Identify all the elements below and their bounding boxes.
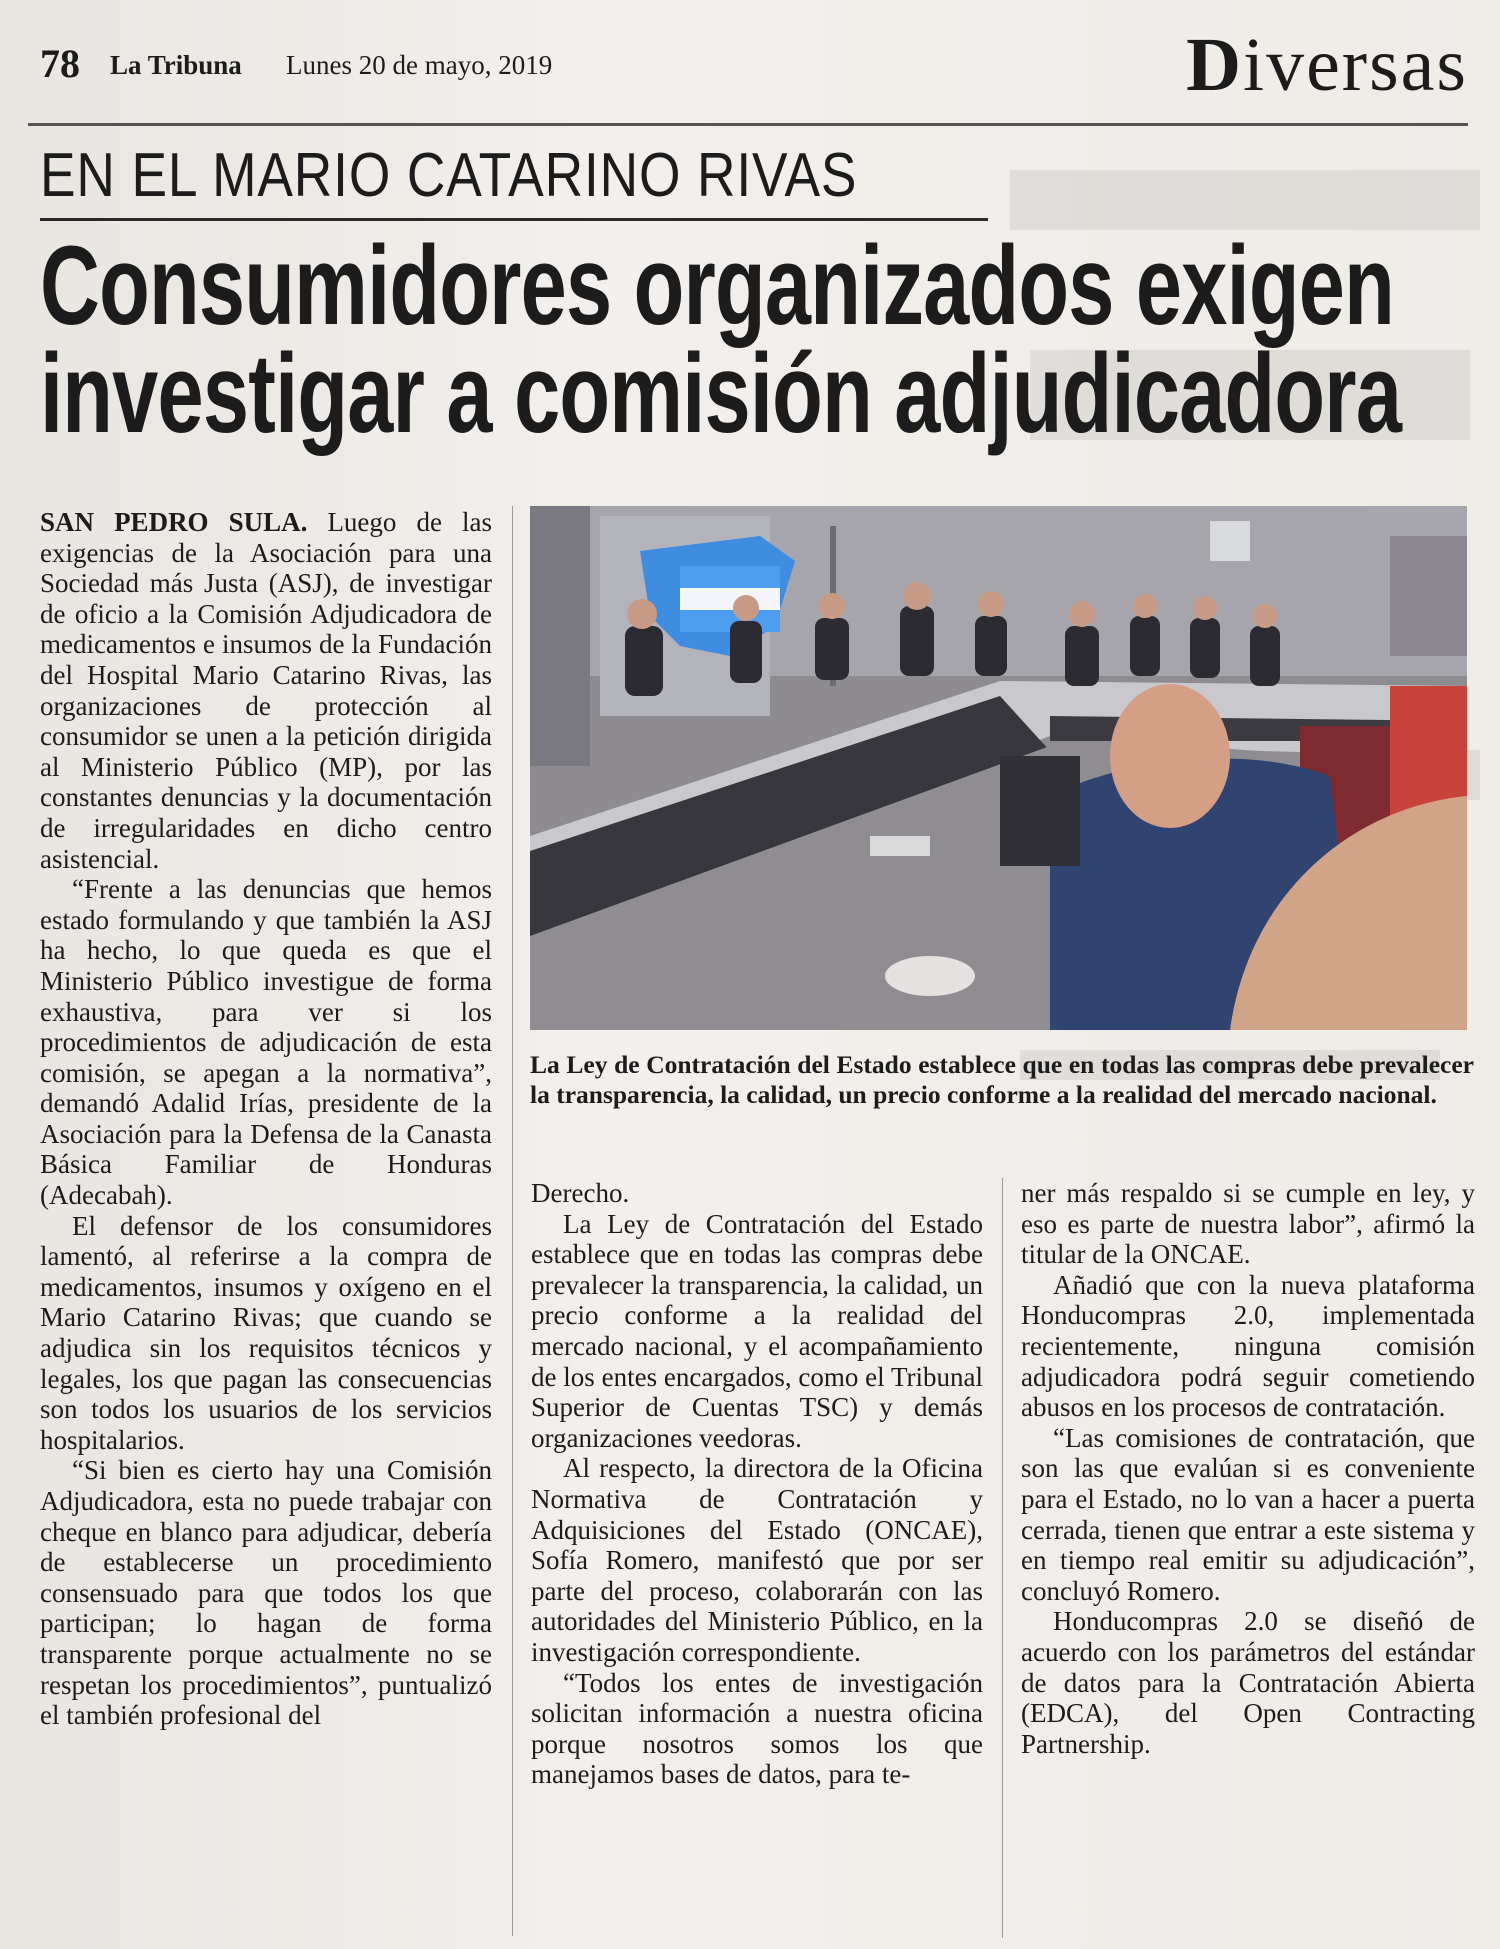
paragraph: Derecho. — [531, 1178, 630, 1208]
article-headline — [40, 223, 1402, 456]
section-title-rest: iversas — [1242, 23, 1468, 107]
dateline: SAN PEDRO SULA. — [40, 507, 308, 537]
publication-date: Lunes 20 de mayo, 2019 — [286, 50, 553, 80]
paragraph: Añadió que con la nueva plataforma Honducompras 2.0, implementada recientemente, ninguna comisión adjudicadora podrá seguir cometiendo abusos en los procesos de contratación. — [1021, 1269, 1475, 1423]
article-column-2 — [531, 1178, 983, 1790]
paragraph: “Todos los entes de investigación solicitan información a nuestra oficina porque nosotros somos los que manejamos bases de datos, para te- — [531, 1667, 983, 1790]
headline-line-2: investigar a comisión adjudicadora — [40, 331, 1402, 456]
column-divider — [1002, 1178, 1003, 1938]
paragraph: La Ley de Contratación del Estado establece que en todas las compras debe prevalecer la transparencia, la calidad, un precio conforme a la realidad del mercado nacional, y el acompañamiento de los entes encargados, como el Tribunal Superior de Cuentas TSC) y demás organizaciones veedoras. — [531, 1208, 983, 1453]
paragraph: “Frente a las denuncias que hemos estado formulando y que también la ASJ ha hecho, lo que queda es que el Ministerio Público investigue de forma exhaustiva, para ver si los procedimientos de adjudicación de esta comisión, se apegan a la normativa”, demandó Adalid Irías, presidente de la Asociación para la Defensa de la Canasta Básica Familiar de Honduras (Adecabah). — [40, 874, 492, 1211]
section-title-initial: D — [1186, 23, 1243, 107]
header-divider — [28, 123, 1468, 126]
headline-line-1: Consumidores organizados exigen — [40, 223, 1395, 348]
paragraph: El defensor de los consumidores lamentó, al referirse a la compra de medicamentos, insumos y oxígeno en el Mario Catarino Rivas; que cuando se adjudica sin los requisitos técnicos y legales, los que pagan las consecuencias son todos los usuarios de los servicios hospitalarios. — [40, 1210, 492, 1455]
article-column-1 — [40, 507, 492, 1731]
article-column-3 — [1021, 1178, 1475, 1759]
meeting-photo-illustration — [530, 506, 1467, 1030]
photo-caption: La Ley de Contratación del Estado establece que en todas las compras debe prevalecer la transparencia, la calidad, un precio conforme a la realidad del mercado nacional. — [530, 1050, 1474, 1109]
article-kicker: EN EL MARIO CATARINO RIVAS — [40, 141, 858, 210]
page-header — [28, 23, 1468, 110]
section-title — [1186, 22, 1468, 109]
paragraph: “Las comisiones de contratación, que son las que evalúan si es conveniente para el Estado, no lo van a hacer a puerta cerrada, tienen que entrar a este sistema y en tiempo real emitir su adjudicación”, concluyó Romero. — [1021, 1422, 1475, 1606]
paragraph: Honducompras 2.0 se diseñó de acuerdo con los parámetros del estándar de datos para la Contratación Abierta (EDCA), del Open Contracting Partnership. — [1021, 1606, 1475, 1759]
column-divider — [512, 506, 513, 1936]
paragraph: “Si bien es cierto hay una Comisión Adjudicadora, esta no puede trabajar con cheque en blanco para adjudicar, debería de establecerse un procedimiento consensuado para que todos los que participan; lo hagan de forma transparente porque actualmente no se respetan los procedimientos”, puntualizó el también profesional del — [40, 1455, 492, 1731]
meeting-photo — [530, 506, 1467, 1030]
kicker-underline — [40, 218, 988, 221]
lead-text: Luego de las exigencias de la Asociación para una Sociedad más Justa (ASJ), de investigar de oficio a la Comisión Adjudicadora de medicamentos e insumos de la Fundación del Hospital Mario Catarino Rivas, las organizaciones de protección al consumidor se unen a la petición dirigida al Ministerio Público (MP), por las constantes denuncias y la documentación de irregularidades en dicho centro asistencial. — [40, 507, 492, 874]
paragraph: Al respecto, la directora de la Oficina Normativa de Contratación y Adquisiciones del Estado (ONCAE), Sofía Romero, manifestó que por ser parte del proceso, colaborarán con las autoridades del Ministerio Público, en la investigación correspondiente. — [531, 1453, 983, 1667]
lead-paragraph — [40, 507, 492, 874]
page-number: 78 — [40, 41, 80, 86]
paragraph: ner más respaldo si se cumple en ley, y eso es parte de nuestra labor”, afirmó la titular de la ONCAE. — [1021, 1178, 1475, 1270]
publication-name: La Tribuna — [110, 50, 242, 80]
